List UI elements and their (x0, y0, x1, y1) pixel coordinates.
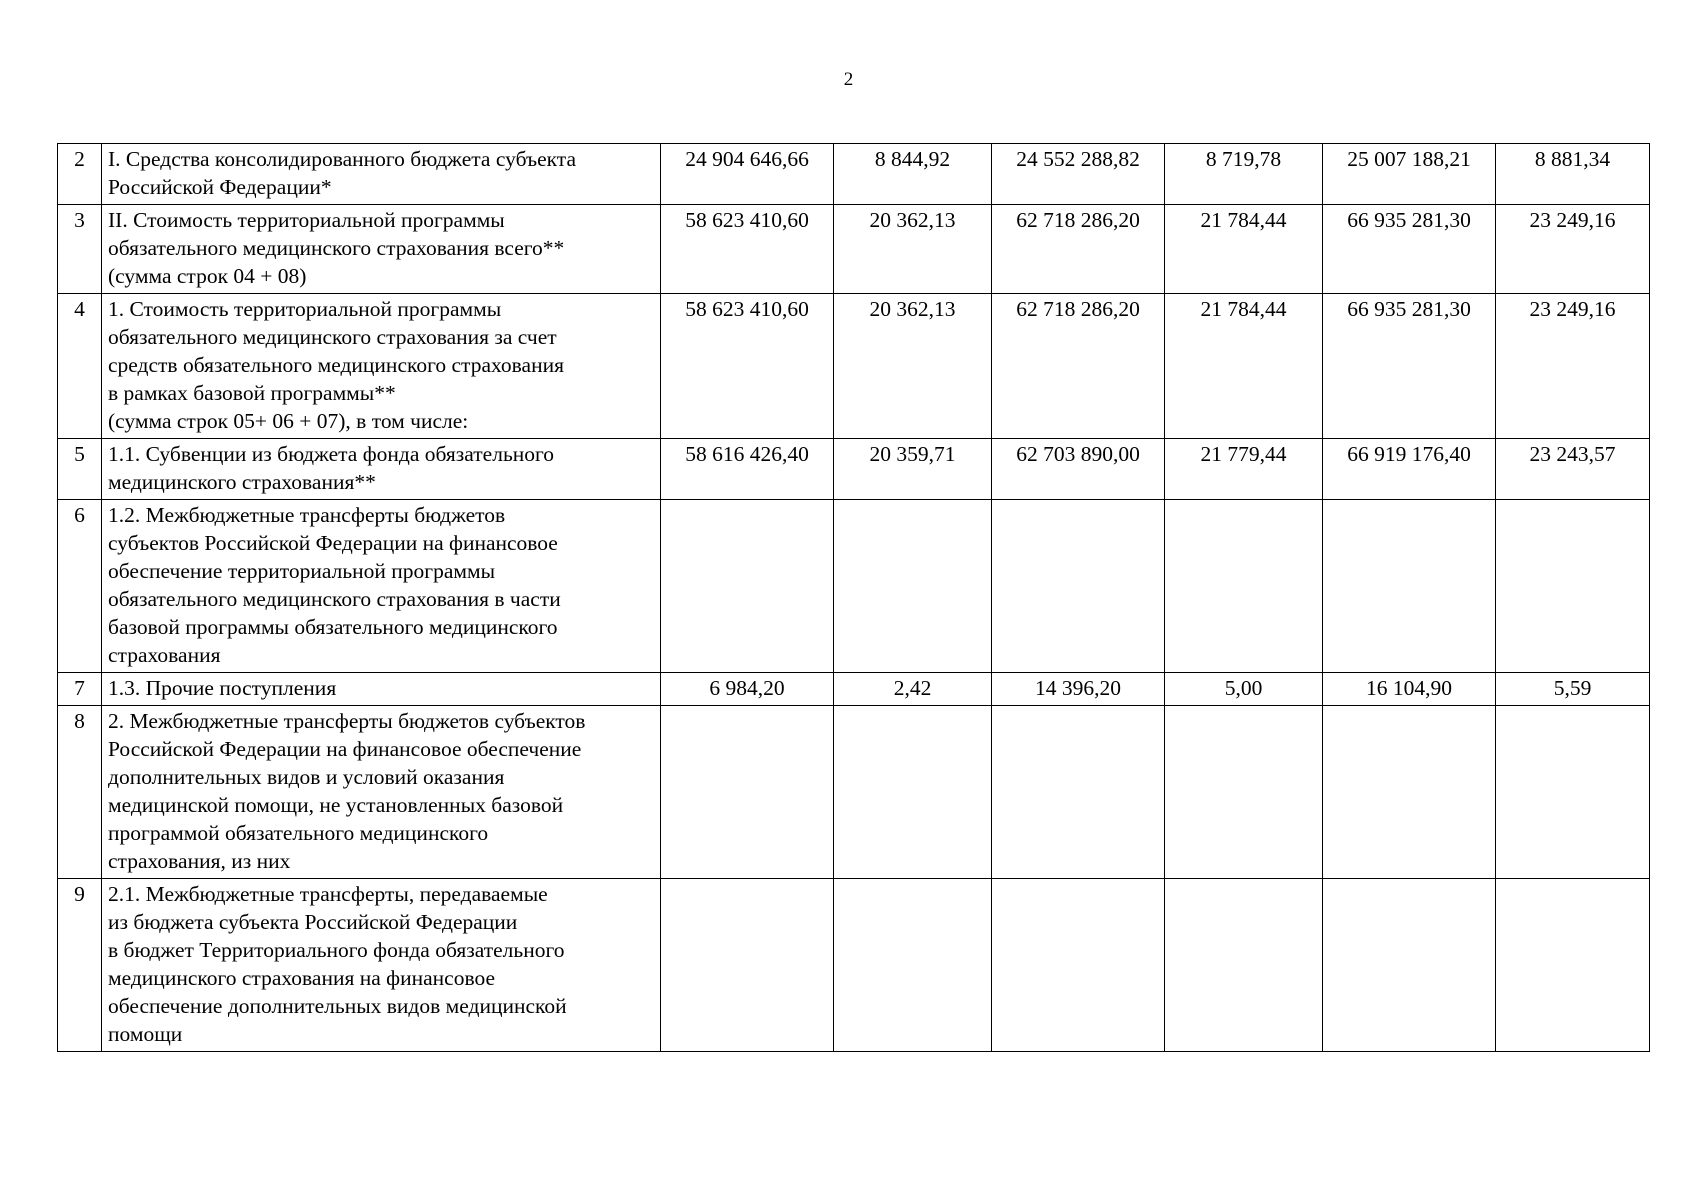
value-cell: 23 249,16 (1496, 205, 1650, 294)
value-cell (1323, 879, 1496, 1052)
row-label: 1. Стоимость территориальной программы обязательного медицинского страхования за счет средств обязательного медицинского страхования в рамках базовой программы** (сумма строк 05+ 06 + 07), в том числе: (102, 294, 661, 439)
value-cell (1496, 500, 1650, 673)
value-cell: 8 719,78 (1165, 144, 1323, 205)
table-row (58, 205, 1650, 294)
value-cell (1165, 706, 1323, 879)
row-number: 9 (58, 879, 102, 1052)
value-cell (834, 879, 992, 1052)
table-row (58, 439, 1650, 500)
value-cell: 5,00 (1165, 673, 1323, 706)
value-cell (1165, 879, 1323, 1052)
value-cell (661, 706, 834, 879)
value-cell (1496, 706, 1650, 879)
row-number: 4 (58, 294, 102, 439)
value-cell: 16 104,90 (1323, 673, 1496, 706)
value-cell: 66 935 281,30 (1323, 294, 1496, 439)
value-cell: 58 623 410,60 (661, 294, 834, 439)
row-number: 6 (58, 500, 102, 673)
value-cell: 24 552 288,82 (992, 144, 1165, 205)
value-cell: 6 984,20 (661, 673, 834, 706)
value-cell: 5,59 (1496, 673, 1650, 706)
table-row (58, 294, 1650, 439)
value-cell (1496, 879, 1650, 1052)
value-cell: 20 359,71 (834, 439, 992, 500)
table-row (58, 673, 1650, 706)
value-cell: 8 844,92 (834, 144, 992, 205)
value-cell: 58 616 426,40 (661, 439, 834, 500)
value-cell: 21 779,44 (1165, 439, 1323, 500)
value-cell (834, 706, 992, 879)
value-cell: 20 362,13 (834, 294, 992, 439)
table-row (58, 879, 1650, 1052)
page-number: 2 (843, 69, 854, 90)
value-cell: 62 703 890,00 (992, 439, 1165, 500)
value-cell (992, 500, 1165, 673)
budget-table (57, 143, 1650, 1052)
value-cell: 2,42 (834, 673, 992, 706)
row-number: 5 (58, 439, 102, 500)
value-cell: 24 904 646,66 (661, 144, 834, 205)
value-cell: 62 718 286,20 (992, 294, 1165, 439)
row-number: 7 (58, 673, 102, 706)
row-number: 2 (58, 144, 102, 205)
value-cell: 21 784,44 (1165, 294, 1323, 439)
value-cell: 23 249,16 (1496, 294, 1650, 439)
value-cell: 14 396,20 (992, 673, 1165, 706)
row-label: II. Стоимость территориальной программы обязательного медицинского страхования всего** (сумма строк 04 + 08) (102, 205, 661, 294)
value-cell: 8 881,34 (1496, 144, 1650, 205)
row-label: 1.2. Межбюджетные трансферты бюджетов субъектов Российской Федерации на финансовое обеспечение территориальной программы обязательного медицинского страхования в части базовой программы обязательного медицинского страхования (102, 500, 661, 673)
row-number: 3 (58, 205, 102, 294)
value-cell (1165, 500, 1323, 673)
value-cell: 66 919 176,40 (1323, 439, 1496, 500)
value-cell: 58 623 410,60 (661, 205, 834, 294)
row-label: 1.3. Прочие поступления (102, 673, 661, 706)
row-label: 2. Межбюджетные трансферты бюджетов субъектов Российской Федерации на финансовое обеспечение дополнительных видов и условий оказания медицинской помощи, не установленных базовой программой обязательного медицинского страхования, из них (102, 706, 661, 879)
value-cell: 23 243,57 (1496, 439, 1650, 500)
value-cell (1323, 500, 1496, 673)
row-label: I. Средства консолидированного бюджета субъекта Российской Федерации* (102, 144, 661, 205)
table-row (58, 500, 1650, 673)
table-row (58, 706, 1650, 879)
value-cell: 66 935 281,30 (1323, 205, 1496, 294)
value-cell (992, 706, 1165, 879)
value-cell: 25 007 188,21 (1323, 144, 1496, 205)
value-cell (661, 879, 834, 1052)
value-cell: 21 784,44 (1165, 205, 1323, 294)
value-cell: 62 718 286,20 (992, 205, 1165, 294)
value-cell: 20 362,13 (834, 205, 992, 294)
row-label: 2.1. Межбюджетные трансферты, передаваемые из бюджета субъекта Российской Федерации в бюджет Территориального фонда обязательного медицинского страхования на финансовое обеспечение дополнительных видов медицинской помощи (102, 879, 661, 1052)
value-cell (1323, 706, 1496, 879)
value-cell (992, 879, 1165, 1052)
table-row (58, 144, 1650, 205)
row-number: 8 (58, 706, 102, 879)
value-cell (661, 500, 834, 673)
row-label: 1.1. Субвенции из бюджета фонда обязательного медицинского страхования** (102, 439, 661, 500)
value-cell (834, 500, 992, 673)
